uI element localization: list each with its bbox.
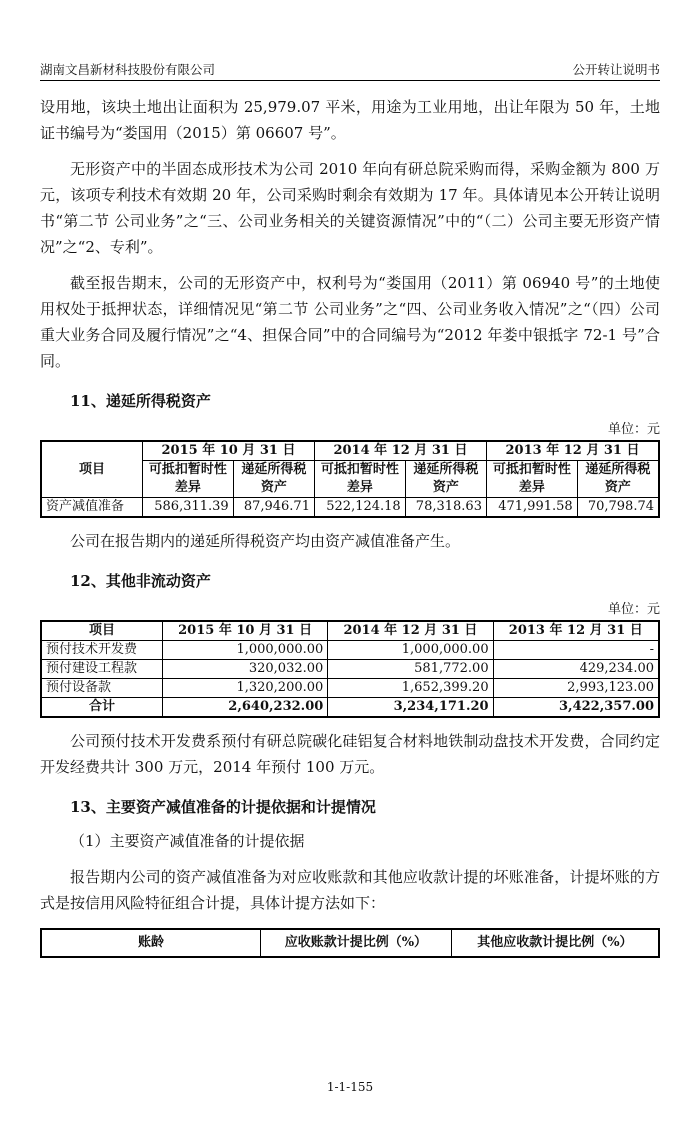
deferred-tax-table	[40, 440, 660, 518]
cell: 2,993,123.00	[493, 679, 659, 698]
col-header: 2014 年 12 月 31 日	[328, 621, 493, 641]
col-header: 账龄	[41, 929, 261, 957]
table-row	[41, 660, 659, 679]
cell: 1,000,000.00	[328, 641, 493, 660]
col-header: 项目	[41, 621, 163, 641]
cell: 87,946.71	[233, 498, 314, 518]
table-header-row	[41, 441, 659, 461]
cell: -	[493, 641, 659, 660]
total-label: 合计	[41, 698, 163, 718]
section-11-note: 公司在报告期内的递延所得税资产均由资产减值准备产生。	[70, 532, 461, 550]
paragraph-land-use: 设用地，该块土地出让面积为 25,979.07 平米，用途为工业用地，出让年限为 50 年，土地证书编号为“娄国用（2015）第 06607 号”。	[40, 98, 660, 142]
subheader: 可抵扣暂时性差异	[486, 461, 577, 498]
section-12-heading: 12、其他非流动资产	[70, 572, 211, 590]
col-header: 2013 年 12 月 31 日	[493, 621, 659, 641]
subheader: 可抵扣暂时性差异	[143, 461, 234, 498]
page-body	[40, 94, 660, 958]
period-2013: 2013 年 12 月 31 日	[486, 441, 659, 461]
row-label: 资产减值准备	[41, 498, 143, 518]
document-title: 公开转让说明书	[572, 62, 660, 77]
row-label: 预付技术开发费	[41, 641, 163, 660]
cell: 1,652,399.20	[328, 679, 493, 698]
cell: 1,000,000.00	[163, 641, 328, 660]
col-item: 项目	[41, 441, 143, 498]
section-12-unit: 单位：元	[607, 602, 660, 617]
paragraph-intangible-tech: 无形资产中的半固态成形技术为公司 2010 年向有研总院采购而得，采购金额为 800 万元，该项专利技术有效期 20 年，公司采购时剩余有效期为 17 年。具体请见本公开转让说明书“第二节 公司业务”之“三、公司业务相关的关键资源情况”中的“（二）公司主要无形资产情况”之“2、专利”。	[40, 160, 660, 256]
table-total-row	[41, 698, 659, 718]
cell: 471,991.58	[486, 498, 577, 518]
section-13-subheading: （1）主要资产减值准备的计提依据	[70, 832, 305, 850]
page-number: 1-1-155	[326, 1080, 374, 1094]
cell: 70,798.74	[577, 498, 659, 518]
paragraph-mortgage: 截至报告期末，公司的无形资产中，权利号为“娄国用（2011）第 06940 号”的土地使用权处于抵押状态，详细情况见“第二节 公司业务”之“四、公司业务收入情况”之“（四）公司重大业务合同及履行情况”之“4、担保合同”中的合同编号为“2012 年娄中银抵字 72-1 号”合同。	[40, 274, 660, 370]
cell: 429,234.00	[493, 660, 659, 679]
subheader: 递延所得税资产	[577, 461, 659, 498]
row-label: 预付设备款	[41, 679, 163, 698]
other-noncurrent-assets-table	[40, 620, 660, 718]
table-row	[41, 641, 659, 660]
cell: 2,640,232.00	[163, 698, 328, 718]
subheader: 递延所得税资产	[233, 461, 314, 498]
section-13-paragraph: 报告期内公司的资产减值准备为对应收账款和其他应收款计提的坏账准备，计提坏账的方式是按信用风险特征组合计提，具体计提方法如下：	[40, 868, 660, 912]
period-2015: 2015 年 10 月 31 日	[143, 441, 315, 461]
cell: 586,311.39	[143, 498, 234, 518]
cell: 78,318.63	[405, 498, 486, 518]
cell: 1,320,200.00	[163, 679, 328, 698]
section-11-heading: 11、递延所得税资产	[70, 392, 211, 410]
cell: 522,124.18	[314, 498, 405, 518]
table-header-row	[41, 621, 659, 641]
section-12-note: 公司预付技术开发费系预付有研总院碳化硅铝复合材料地铁制动盘技术开发费，合同约定开发经费共计 300 万元，2014 年预付 100 万元。	[40, 732, 660, 776]
cell: 320,032.00	[163, 660, 328, 679]
table-row	[41, 679, 659, 698]
cell: 581,772.00	[328, 660, 493, 679]
company-name: 湖南文昌新材科技股份有限公司	[40, 62, 216, 77]
col-header: 2015 年 10 月 31 日	[163, 621, 328, 641]
section-11-unit: 单位：元	[607, 422, 660, 437]
bad-debt-ratio-table	[40, 928, 660, 958]
table-row	[41, 498, 659, 518]
col-header: 其他应收款计提比例（%）	[451, 929, 659, 957]
page-header	[40, 58, 660, 81]
cell: 3,422,357.00	[493, 698, 659, 718]
cell: 3,234,171.20	[328, 698, 493, 718]
period-2014: 2014 年 12 月 31 日	[314, 441, 486, 461]
subheader: 可抵扣暂时性差异	[314, 461, 405, 498]
section-13-heading: 13、主要资产减值准备的计提依据和计提情况	[70, 798, 376, 816]
table-header-row	[41, 929, 659, 957]
col-header: 应收账款计提比例（%）	[261, 929, 452, 957]
row-label: 预付建设工程款	[41, 660, 163, 679]
subheader: 递延所得税资产	[405, 461, 486, 498]
